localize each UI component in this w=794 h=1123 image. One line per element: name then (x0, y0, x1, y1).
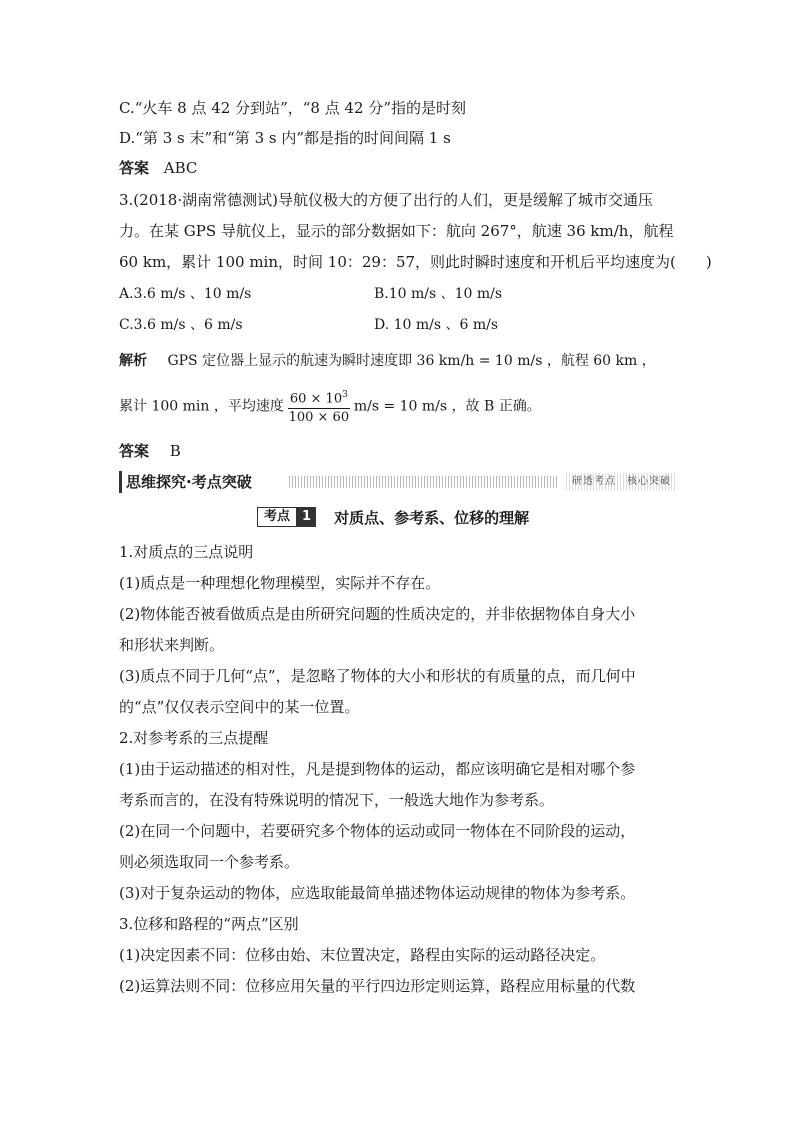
paragraph-2-1b: 考系而言的，在没有特殊说明的情况下，一般选大地作为参考系。 (119, 791, 555, 809)
question-3-line-3: 60 km，累计 100 min，时间 10：29：57，则此时瞬时速度和开机后平均速度为( ) (119, 253, 712, 271)
section-title: 思维探究·考点突破 (119, 471, 258, 493)
question-3-option-c: C.3.6 m/s 、6 m/s (119, 317, 243, 333)
answer-label: 答案 (119, 442, 150, 460)
numerator-exponent: 3 (342, 390, 348, 400)
numerator-text: 60 × 10 (289, 391, 343, 407)
analysis-text-3: m/s = 10 m/s ，故 B 正确。 (353, 398, 541, 415)
answer-2 (119, 440, 181, 462)
paragraph-1-2b: 和形状来判断。 (119, 636, 225, 654)
question-3-option-a: A.3.6 m/s 、10 m/s (119, 286, 252, 302)
analysis-line-1 (119, 350, 656, 372)
topic-heading (257, 507, 529, 527)
answer-value: B (169, 442, 181, 460)
topic-title: 对质点、参考系、位移的理解 (334, 508, 530, 527)
paragraph-1-3b: 的“点”仅仅表示空间中的某一位置。 (119, 698, 360, 716)
section-subtitle: 研透考点 核心突破 (566, 473, 677, 491)
answer-value: ABC (163, 159, 198, 177)
section-header (119, 471, 677, 493)
paragraph-2-1a: (1)由于运动描述的相对性，凡是提到物体的运动，都应该明确它是相对哪个参 (119, 760, 636, 778)
paragraph-2-2a: (2)在同一个问题中，若要研究多个物体的运动或同一物体在不同阶段的运动， (119, 822, 636, 840)
section-dotted-rule (289, 476, 557, 488)
question-3-line-2: 力。在某 GPS 导航仪上，显示的部分数据如下：航向 267°，航速 36 km/h，航程 (119, 222, 674, 240)
heading-3: 3.位移和路程的“两点”区别 (119, 915, 299, 933)
analysis-text-2: 累计 100 min ，平均速度 (119, 398, 284, 415)
question-3-line-1: 3.(2018·湖南常德测试)导航仪极大的方便了出行的人们，更是缓解了城市交通压 (119, 191, 653, 209)
answer-1 (119, 157, 197, 179)
topic-label: 考点 (257, 507, 297, 527)
paragraph-2-3: (3)对于复杂运动的物体，应选取能最简单描述物体运动规律的物体为参考系。 (119, 884, 636, 902)
question-3-option-d: D. 10 m/s 、6 m/s (374, 317, 499, 333)
option-c: C.“火车 8 点 42 分到站”，“8 点 42 分”指的是时刻 (119, 99, 467, 117)
paragraph-3-2: (2)运算法则不同：位移应用矢量的平行四边形定则运算，路程应用标量的代数 (119, 977, 636, 995)
analysis-text-1: GPS 定位器上显示的航速为瞬时速度即 36 km/h = 10 m/s ，航程 60 km ， (167, 353, 656, 369)
paragraph-3-1: (1)决定因素不同：位移由始、末位置决定，路程由实际的运动路径决定。 (119, 946, 606, 964)
heading-2: 2.对参考系的三点提醒 (119, 729, 269, 747)
average-speed-fraction (288, 386, 350, 427)
fraction-numerator (288, 386, 350, 409)
analysis-label: 解析 (119, 353, 147, 369)
paragraph-1-2a: (2)物体能否被看做质点是由所研究问题的性质决定的，并非依据物体自身大小 (119, 605, 636, 623)
paragraph-2-2b: 则必须选取同一个参考系。 (119, 853, 300, 871)
heading-1: 1.对质点的三点说明 (119, 543, 254, 561)
fraction-denominator: 100 × 60 (288, 410, 350, 426)
question-3-option-b: B.10 m/s 、10 m/s (374, 286, 503, 302)
analysis-line-2 (119, 386, 541, 427)
paragraph-1-3a: (3)质点不同于几何“点”，是忽略了物体的大小和形状的有质量的点，而几何中 (119, 667, 636, 685)
option-d: D.“第 3 s 末”和“第 3 s 内”都是指的时间间隔 1 s (119, 129, 451, 147)
answer-label: 答案 (119, 159, 150, 177)
paragraph-1-1: (1)质点是一种理想化物理模型，实际并不存在。 (119, 574, 441, 592)
topic-number: 1 (297, 507, 316, 527)
